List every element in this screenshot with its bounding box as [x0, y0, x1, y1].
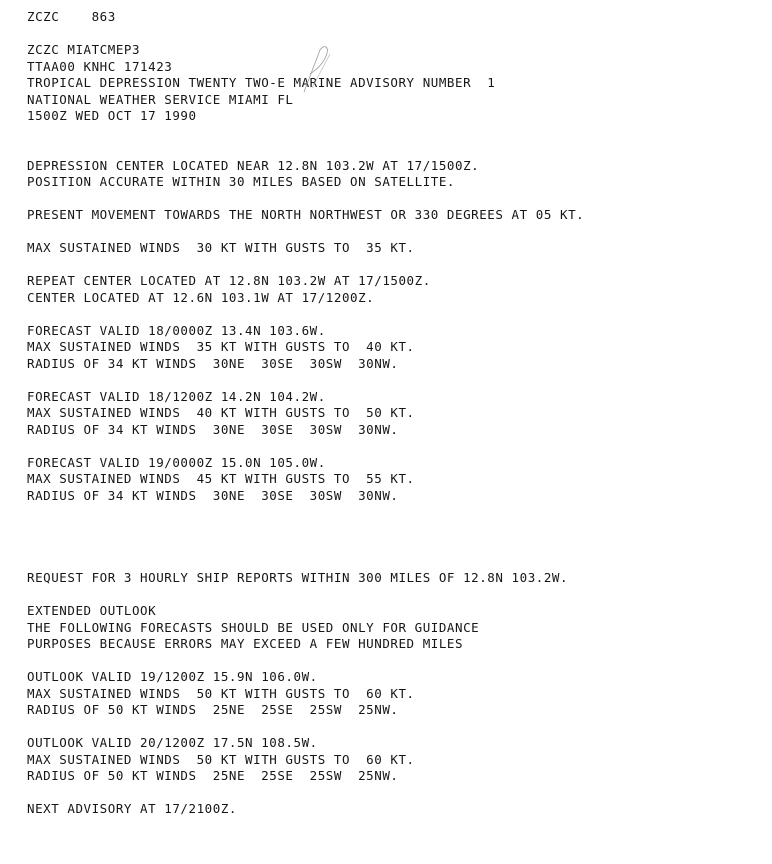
text-line: RADIUS OF 50 KT WINDS 25NE 25SE 25SW 25NW.: [27, 702, 399, 717]
header-line: ZCZC MIATCMEP3: [27, 42, 141, 57]
issue-time: 1500Z WED OCT 17 1990: [27, 108, 197, 123]
issuing-office: NATIONAL WEATHER SERVICE MIAMI FL: [27, 91, 294, 107]
header-line: ZCZC 863: [27, 9, 116, 24]
text-line: POSITION ACCURATE WITHIN 30 MILES BASED ON SATELLITE.: [27, 174, 456, 189]
blank-line: [27, 372, 767, 389]
blank-line: [27, 257, 767, 274]
text-line: NEXT ADVISORY AT 17/2100Z.: [27, 801, 237, 816]
text-line: OUTLOOK VALID 20/1200Z 17.5N 108.5W.: [27, 735, 318, 750]
blank-line: [27, 26, 767, 43]
text-line: MAX SUSTAINED WINDS 50 KT WITH GUSTS TO 60 KT.: [27, 685, 415, 701]
blank-line: [27, 438, 767, 455]
blank-line: [27, 785, 767, 802]
text-line: PRESENT MOVEMENT TOWARDS THE NORTH NORTHWEST OR 330 DEGREES AT 05 KT.: [27, 207, 585, 222]
text-line: OUTLOOK VALID 19/1200Z 15.9N 106.0W.: [27, 669, 318, 684]
text-line: MAX SUSTAINED WINDS 30 KT WITH GUSTS TO 35 KT.: [27, 240, 415, 255]
advisory-text: [27, 9, 767, 818]
text-line: EXTENDED OUTLOOK: [27, 603, 157, 618]
text-line: THE FOLLOWING FORECASTS SHOULD BE USED ONLY FOR GUIDANCE: [27, 619, 480, 635]
text-line: RADIUS OF 34 KT WINDS 30NE 30SE 30SW 30NW.: [27, 355, 399, 371]
text-line: RADIUS OF 50 KT WINDS 25NE 25SE 25SW 25NW.: [27, 768, 399, 783]
text-line: MAX SUSTAINED WINDS 50 KT WITH GUSTS TO 60 KT.: [27, 751, 415, 767]
text-line: DEPRESSION CENTER LOCATED NEAR 12.8N 103.2W AT 17/1500Z.: [27, 157, 480, 173]
text-line: MAX SUSTAINED WINDS 40 KT WITH GUSTS TO 50 KT.: [27, 405, 415, 420]
blank-line: [27, 125, 767, 142]
blank-line: [27, 224, 767, 241]
blank-line: [27, 191, 767, 208]
blank-line: [27, 521, 767, 538]
text-line: CENTER LOCATED AT 12.6N 103.1W AT 17/1200Z.: [27, 289, 375, 305]
text-line: REQUEST FOR 3 HOURLY SHIP REPORTS WITHIN 300 MILES OF 12.8N 103.2W.: [27, 570, 569, 585]
text-line: PURPOSES BECAUSE ERRORS MAY EXCEED A FEW HUNDRED MILES: [27, 636, 464, 651]
header-line: TTAA00 KNHC 171423: [27, 58, 173, 74]
blank-line: [27, 554, 767, 571]
blank-line: [27, 504, 767, 521]
text-line: RADIUS OF 34 KT WINDS 30NE 30SE 30SW 30NW.: [27, 421, 399, 437]
blank-line: [27, 653, 767, 670]
blank-line: [27, 587, 767, 604]
text-line: MAX SUSTAINED WINDS 45 KT WITH GUSTS TO 55 KT.: [27, 471, 415, 486]
text-line: RADIUS OF 34 KT WINDS 30NE 30SE 30SW 30NW.: [27, 487, 399, 503]
blank-line: [27, 306, 767, 323]
text-line: MAX SUSTAINED WINDS 35 KT WITH GUSTS TO 40 KT.: [27, 339, 415, 354]
text-line: REPEAT CENTER LOCATED AT 12.8N 103.2W AT 17/1500Z.: [27, 273, 431, 288]
blank-line: [27, 537, 767, 554]
blank-line: [27, 719, 767, 736]
text-line: FORECAST VALID 18/1200Z 14.2N 104.2W.: [27, 388, 326, 404]
advisory-title: TROPICAL DEPRESSION TWENTY TWO-E MARINE ADVISORY NUMBER 1: [27, 75, 496, 90]
text-line: FORECAST VALID 19/0000Z 15.0N 105.0W.: [27, 454, 326, 470]
blank-line: [27, 141, 767, 158]
text-line: FORECAST VALID 18/0000Z 13.4N 103.6W.: [27, 322, 326, 338]
